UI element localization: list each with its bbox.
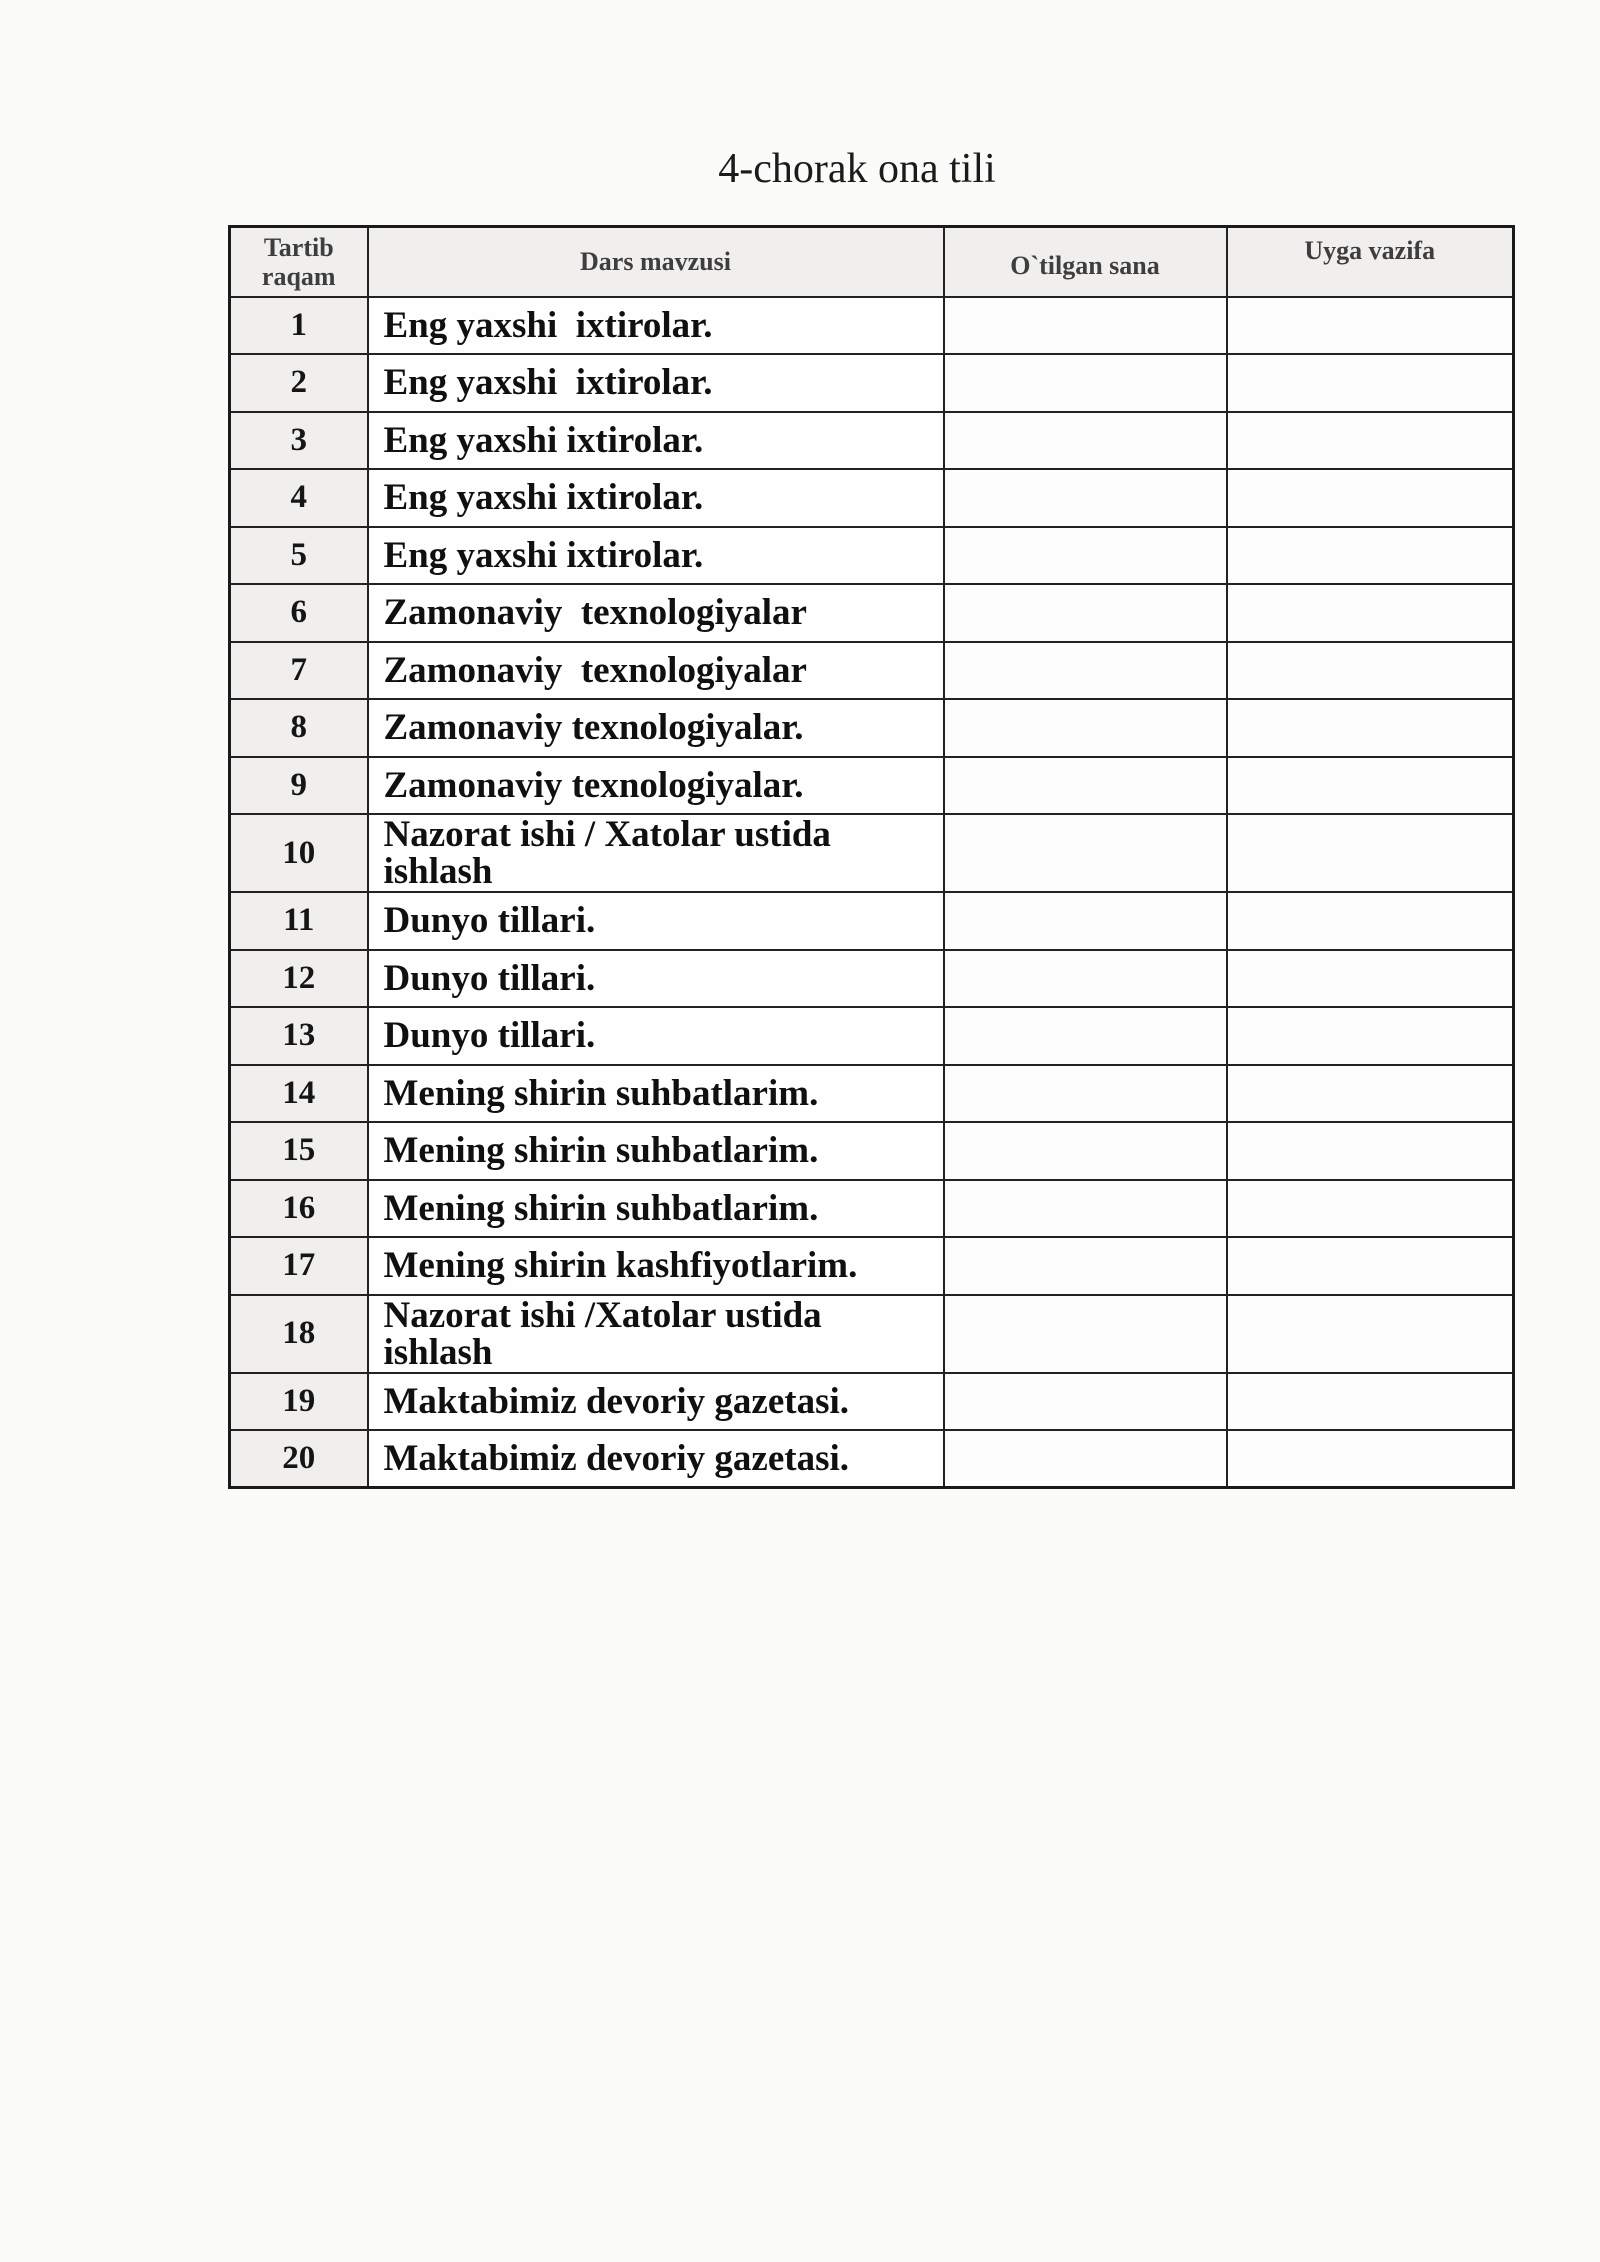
table-row [230,1295,1514,1373]
otilgan-sana-cell [944,584,1227,642]
table-row [230,814,1514,892]
table-row [230,757,1514,815]
table-row [230,1373,1514,1431]
table-row [230,412,1514,470]
table-row [230,642,1514,700]
row-number-cell: 8 [230,699,368,757]
row-number-cell: 14 [230,1065,368,1123]
col-header-tartib-raqam: Tartib raqam [230,227,368,297]
row-number-cell: 17 [230,1237,368,1295]
otilgan-sana-cell [944,1373,1227,1431]
row-number-cell: 18 [230,1295,368,1373]
row-number-cell: 5 [230,527,368,585]
uyga-vazifa-cell [1227,950,1514,1008]
row-number-cell: 9 [230,757,368,815]
otilgan-sana-cell [944,527,1227,585]
uyga-vazifa-cell [1227,699,1514,757]
row-number-cell: 1 [230,297,368,355]
row-number-cell: 16 [230,1180,368,1238]
uyga-vazifa-cell [1227,642,1514,700]
lesson-topic-cell: Eng yaxshi ixtirolar. [368,527,944,585]
otilgan-sana-cell [944,1237,1227,1295]
table-row [230,584,1514,642]
header-row [230,227,1514,297]
otilgan-sana-cell [944,469,1227,527]
lesson-topic-cell: Eng yaxshi ixtirolar. [368,412,944,470]
row-number-cell: 10 [230,814,368,892]
lesson-topic-cell: Dunyo tillari. [368,950,944,1008]
lesson-topic-cell: Mening shirin suhbatlarim. [368,1065,944,1123]
table-row [230,1122,1514,1180]
lesson-topic-cell: Mening shirin suhbatlarim. [368,1122,944,1180]
uyga-vazifa-cell [1227,892,1514,950]
lesson-topic-cell: Eng yaxshi ixtirolar. [368,469,944,527]
lesson-topic-cell: Zamonaviy texnologiyalar [368,584,944,642]
row-number-cell: 11 [230,892,368,950]
otilgan-sana-cell [944,814,1227,892]
lesson-topic-cell: Zamonaviy texnologiyalar. [368,699,944,757]
row-number-cell: 7 [230,642,368,700]
table-row [230,1065,1514,1123]
uyga-vazifa-cell [1227,527,1514,585]
otilgan-sana-cell [944,1295,1227,1373]
lesson-topic-cell: Eng yaxshi ixtirolar. [368,297,944,355]
table-row [230,469,1514,527]
uyga-vazifa-cell [1227,1237,1514,1295]
otilgan-sana-cell [944,1180,1227,1238]
otilgan-sana-cell [944,892,1227,950]
otilgan-sana-cell [944,757,1227,815]
uyga-vazifa-cell [1227,1430,1514,1488]
lesson-topic-cell: Maktabimiz devoriy gazetasi. [368,1373,944,1431]
col-header-uyga-vazifa: Uyga vazifa [1227,227,1514,297]
table-row [230,699,1514,757]
uyga-vazifa-cell [1227,1373,1514,1431]
row-number-cell: 2 [230,354,368,412]
lesson-topic-cell: Maktabimiz devoriy gazetasi. [368,1430,944,1488]
uyga-vazifa-cell [1227,1007,1514,1065]
uyga-vazifa-cell [1227,1180,1514,1238]
table-row [230,297,1514,355]
table-row [230,1430,1514,1488]
uyga-vazifa-cell [1227,469,1514,527]
uyga-vazifa-cell [1227,1065,1514,1123]
uyga-vazifa-cell [1227,584,1514,642]
page-title: 4-chorak ona tili [718,146,996,192]
row-number-cell: 4 [230,469,368,527]
otilgan-sana-cell [944,1122,1227,1180]
table-body [230,297,1514,1488]
row-number-cell: 6 [230,584,368,642]
table-row [230,892,1514,950]
lesson-topic-cell: Dunyo tillari. [368,892,944,950]
otilgan-sana-cell [944,354,1227,412]
otilgan-sana-cell [944,642,1227,700]
col-header-otilgan-sana: O`tilgan sana [944,227,1227,297]
lesson-topic-cell: Zamonaviy texnologiyalar [368,642,944,700]
otilgan-sana-cell [944,1065,1227,1123]
table-row [230,1237,1514,1295]
table-row [230,950,1514,1008]
lesson-topic-cell: Zamonaviy texnologiyalar. [368,757,944,815]
row-number-cell: 13 [230,1007,368,1065]
otilgan-sana-cell [944,699,1227,757]
uyga-vazifa-cell [1227,1122,1514,1180]
table-row [230,1007,1514,1065]
col-header-dars-mavzusi: Dars mavzusi [368,227,944,297]
row-number-cell: 20 [230,1430,368,1488]
table-row [230,527,1514,585]
lesson-topic-cell: Mening shirin kashfiyotlarim. [368,1237,944,1295]
lesson-topic-cell: Nazorat ishi / Xatolar ustida ishlash [368,814,944,892]
lesson-topic-cell: Nazorat ishi /Xatolar ustida ishlash [368,1295,944,1373]
uyga-vazifa-cell [1227,757,1514,815]
otilgan-sana-cell [944,1430,1227,1488]
uyga-vazifa-cell [1227,297,1514,355]
uyga-vazifa-cell [1227,1295,1514,1373]
lesson-topic-cell: Eng yaxshi ixtirolar. [368,354,944,412]
row-number-cell: 15 [230,1122,368,1180]
lesson-topic-cell: Mening shirin suhbatlarim. [368,1180,944,1238]
otilgan-sana-cell [944,412,1227,470]
table-row [230,1180,1514,1238]
otilgan-sana-cell [944,297,1227,355]
lesson-schedule-table [228,225,1515,1489]
uyga-vazifa-cell [1227,412,1514,470]
uyga-vazifa-cell [1227,354,1514,412]
otilgan-sana-cell [944,950,1227,1008]
row-number-cell: 19 [230,1373,368,1431]
uyga-vazifa-cell [1227,814,1514,892]
lesson-topic-cell: Dunyo tillari. [368,1007,944,1065]
row-number-cell: 12 [230,950,368,1008]
otilgan-sana-cell [944,1007,1227,1065]
table-row [230,354,1514,412]
row-number-cell: 3 [230,412,368,470]
